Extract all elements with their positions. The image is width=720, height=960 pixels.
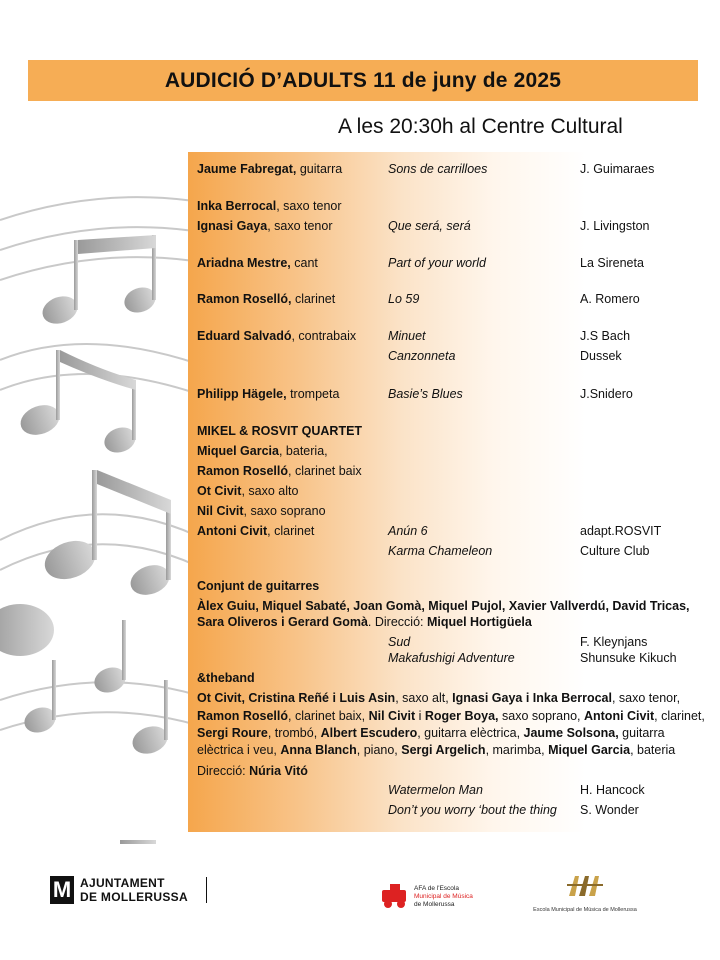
performer-name: Miquel Garcia <box>197 444 279 458</box>
performer-detail: guitarra <box>296 162 343 176</box>
program-composer: Shunsuke Kikuch <box>580 651 677 665</box>
performer-detail: . Direcció: <box>367 615 427 629</box>
program-performer-line <box>197 255 318 271</box>
performer-name: Ignasi Gaya i Inka Berrocal <box>452 691 612 705</box>
performer-detail: cant <box>290 256 318 270</box>
performer-name: Anna Blanch <box>280 743 357 757</box>
performer-name: Sara Oliveros i Gerard Gomà <box>197 615 368 629</box>
performer-detail: clarinet <box>291 292 336 306</box>
performer-name: Philipp Hägele, <box>197 387 287 401</box>
logo-divider <box>206 877 207 903</box>
performer-detail: , clarinet baix <box>288 464 362 478</box>
performer-detail: , contrabaix <box>291 329 357 343</box>
program-composer: J. Guimaraes <box>580 162 655 176</box>
program-performer-line <box>197 598 690 614</box>
program-performer-line <box>197 161 342 177</box>
program-performer-line <box>197 763 308 779</box>
program-performer-line <box>197 423 362 439</box>
event-subtitle: A les 20:30h al Centre Cultural <box>338 115 623 138</box>
program-piece-title: Que será, será <box>388 219 471 233</box>
program-piece-title: Canzonneta <box>388 349 456 363</box>
performer-name: Miquel Garcia <box>548 743 631 757</box>
afa-line3: de Mollerussa <box>414 901 455 908</box>
performer-name: Àlex Guiu, Miquel Sabaté, Joan Gomà, Miquel Pujol, Xavier Vallverdú, David Tricas, <box>197 599 690 613</box>
performer-detail: , saxo soprano <box>243 504 326 518</box>
performer-detail: , guitarra elèctrica, <box>417 726 524 740</box>
ajuntament-mark-icon: M <box>50 876 74 904</box>
emm-logo <box>520 872 650 913</box>
program-composer: J. Livingston <box>580 219 650 233</box>
program-piece-title: Basie’s Blues <box>388 387 463 401</box>
program-performer-line <box>197 386 339 402</box>
emm-emblem-icon <box>565 872 605 900</box>
program-composer: adapt.ROSVIT <box>580 524 662 538</box>
performer-detail: , saxo alt, <box>395 691 453 705</box>
program-composer: F. Kleynjans <box>580 635 648 649</box>
performer-name: Eduard Salvadó <box>197 329 292 343</box>
program-piece-title: Karma Chameleon <box>388 544 493 558</box>
performer-name: Ot Civit, Cristina Reñé i Luis Asin <box>197 691 396 705</box>
performer-detail: saxo soprano, <box>498 709 584 723</box>
program-performer-line <box>197 523 314 539</box>
performer-detail: , clarinet, <box>654 709 705 723</box>
performer-detail: , saxo tenor <box>276 199 342 213</box>
performer-name: Núria Vitó <box>249 764 308 778</box>
performer-name: Ariadna Mestre, <box>197 256 291 270</box>
afa-vehicle-icon <box>380 884 410 910</box>
program-composer: H. Hancock <box>580 783 645 797</box>
program-composer: J.S Bach <box>580 329 631 343</box>
performer-name: Albert Escudero <box>320 726 418 740</box>
afa-line2: Municipal de Música <box>414 893 473 900</box>
performer-detail: , clarinet <box>267 524 315 538</box>
program-performer-line <box>197 614 532 630</box>
performer-name: Miquel Hortigüela <box>426 615 532 629</box>
program-piece-title: Part of your world <box>388 256 486 270</box>
program-composer: S. Wonder <box>580 803 639 817</box>
program-composer: Culture Club <box>580 544 650 558</box>
performer-detail: , bateria, <box>278 444 328 458</box>
program-performer-line <box>197 463 362 479</box>
performer-detail: , saxo alto <box>241 484 299 498</box>
program-performer-line <box>197 483 298 499</box>
afa-text <box>414 885 473 909</box>
program-performer-line <box>197 708 705 724</box>
program-piece-title: Anún 6 <box>388 524 428 538</box>
program-performer-line <box>197 578 319 594</box>
program-performer-line <box>197 328 356 344</box>
program-piece-title: Watermelon Man <box>388 783 483 797</box>
title-banner <box>28 60 698 101</box>
performer-name: Conjunt de guitarres <box>197 579 320 593</box>
performer-name: Nil Civit <box>368 709 416 723</box>
performer-detail: i <box>415 709 425 723</box>
performer-name: Sergi Roure <box>197 726 268 740</box>
program-composer: J.Snidero <box>580 387 633 401</box>
program-performer-line <box>197 725 665 741</box>
performer-detail: , saxo tenor, <box>611 691 681 705</box>
program-performer-line <box>197 503 326 519</box>
performer-name: &theband <box>197 671 255 685</box>
program-composer: Dussek <box>580 349 622 363</box>
performer-name: MIKEL & ROSVIT QUARTET <box>197 424 363 438</box>
performer-name: Antoni Civit <box>197 524 268 538</box>
performer-name: Jaume Solsona, <box>523 726 619 740</box>
program-performer-line <box>197 218 333 234</box>
program-performer-line <box>197 198 342 214</box>
program-piece-title: Don’t you worry ‘bout the thing <box>388 803 557 817</box>
page-title: AUDICIÓ D’ADULTS 11 de juny de 2025 <box>164 68 562 92</box>
program-performer-line <box>197 443 328 459</box>
performer-name: Ramon Roselló <box>197 709 288 723</box>
ajuntament-logo <box>50 876 207 904</box>
performer-detail: , piano, <box>356 743 402 757</box>
program-piece-title: Minuet <box>388 329 426 343</box>
program-piece-title: Makafushigi Adventure <box>388 651 515 665</box>
ajuntament-text <box>80 876 188 904</box>
performer-detail: trompeta <box>286 387 340 401</box>
performer-detail: , marimba, <box>485 743 549 757</box>
program-performer-line <box>197 670 255 686</box>
program-performer-line <box>197 291 335 307</box>
ajuntament-line2: DE MOLLERUSSA <box>80 890 188 904</box>
program-piece-title: Sons de carrilloes <box>388 162 488 176</box>
performer-name: Jaume Fabregat, <box>197 162 297 176</box>
program-performer-line <box>197 690 680 706</box>
performer-detail: elèctrica i veu, <box>197 743 281 757</box>
performer-name: Inka Berrocal <box>197 199 277 213</box>
program-piece-title: Sud <box>388 635 411 649</box>
performer-name: Ignasi Gaya <box>197 219 268 233</box>
performer-detail: , saxo tenor <box>267 219 333 233</box>
performer-detail: Direcció: <box>197 764 250 778</box>
performer-name: Ramon Roselló, <box>197 292 292 306</box>
performer-name: Ot Civit <box>197 484 242 498</box>
performer-name: Sergi Argelich <box>401 743 486 757</box>
emm-text: Escola Municipal de Música de Mollerussa <box>533 907 637 913</box>
ajuntament-line1: AJUNTAMENT <box>80 876 165 890</box>
program-composer: La Sireneta <box>580 256 644 270</box>
program-performer-line <box>197 742 675 758</box>
performer-detail: , clarinet baix, <box>288 709 369 723</box>
performer-name: Nil Civit <box>197 504 244 518</box>
afa-logo <box>380 884 473 910</box>
performer-name: Antoni Civit <box>583 709 655 723</box>
performer-name: Roger Boya, <box>424 709 499 723</box>
performer-name: Ramon Roselló <box>197 464 288 478</box>
afa-line1: AFA de l'Escola <box>414 885 459 892</box>
performer-detail: guitarra <box>618 726 665 740</box>
program-piece-title: Lo 59 <box>388 292 420 306</box>
performer-detail: , trombó, <box>267 726 321 740</box>
program-composer: A. Romero <box>580 292 640 306</box>
performer-detail: , bateria <box>630 743 676 757</box>
